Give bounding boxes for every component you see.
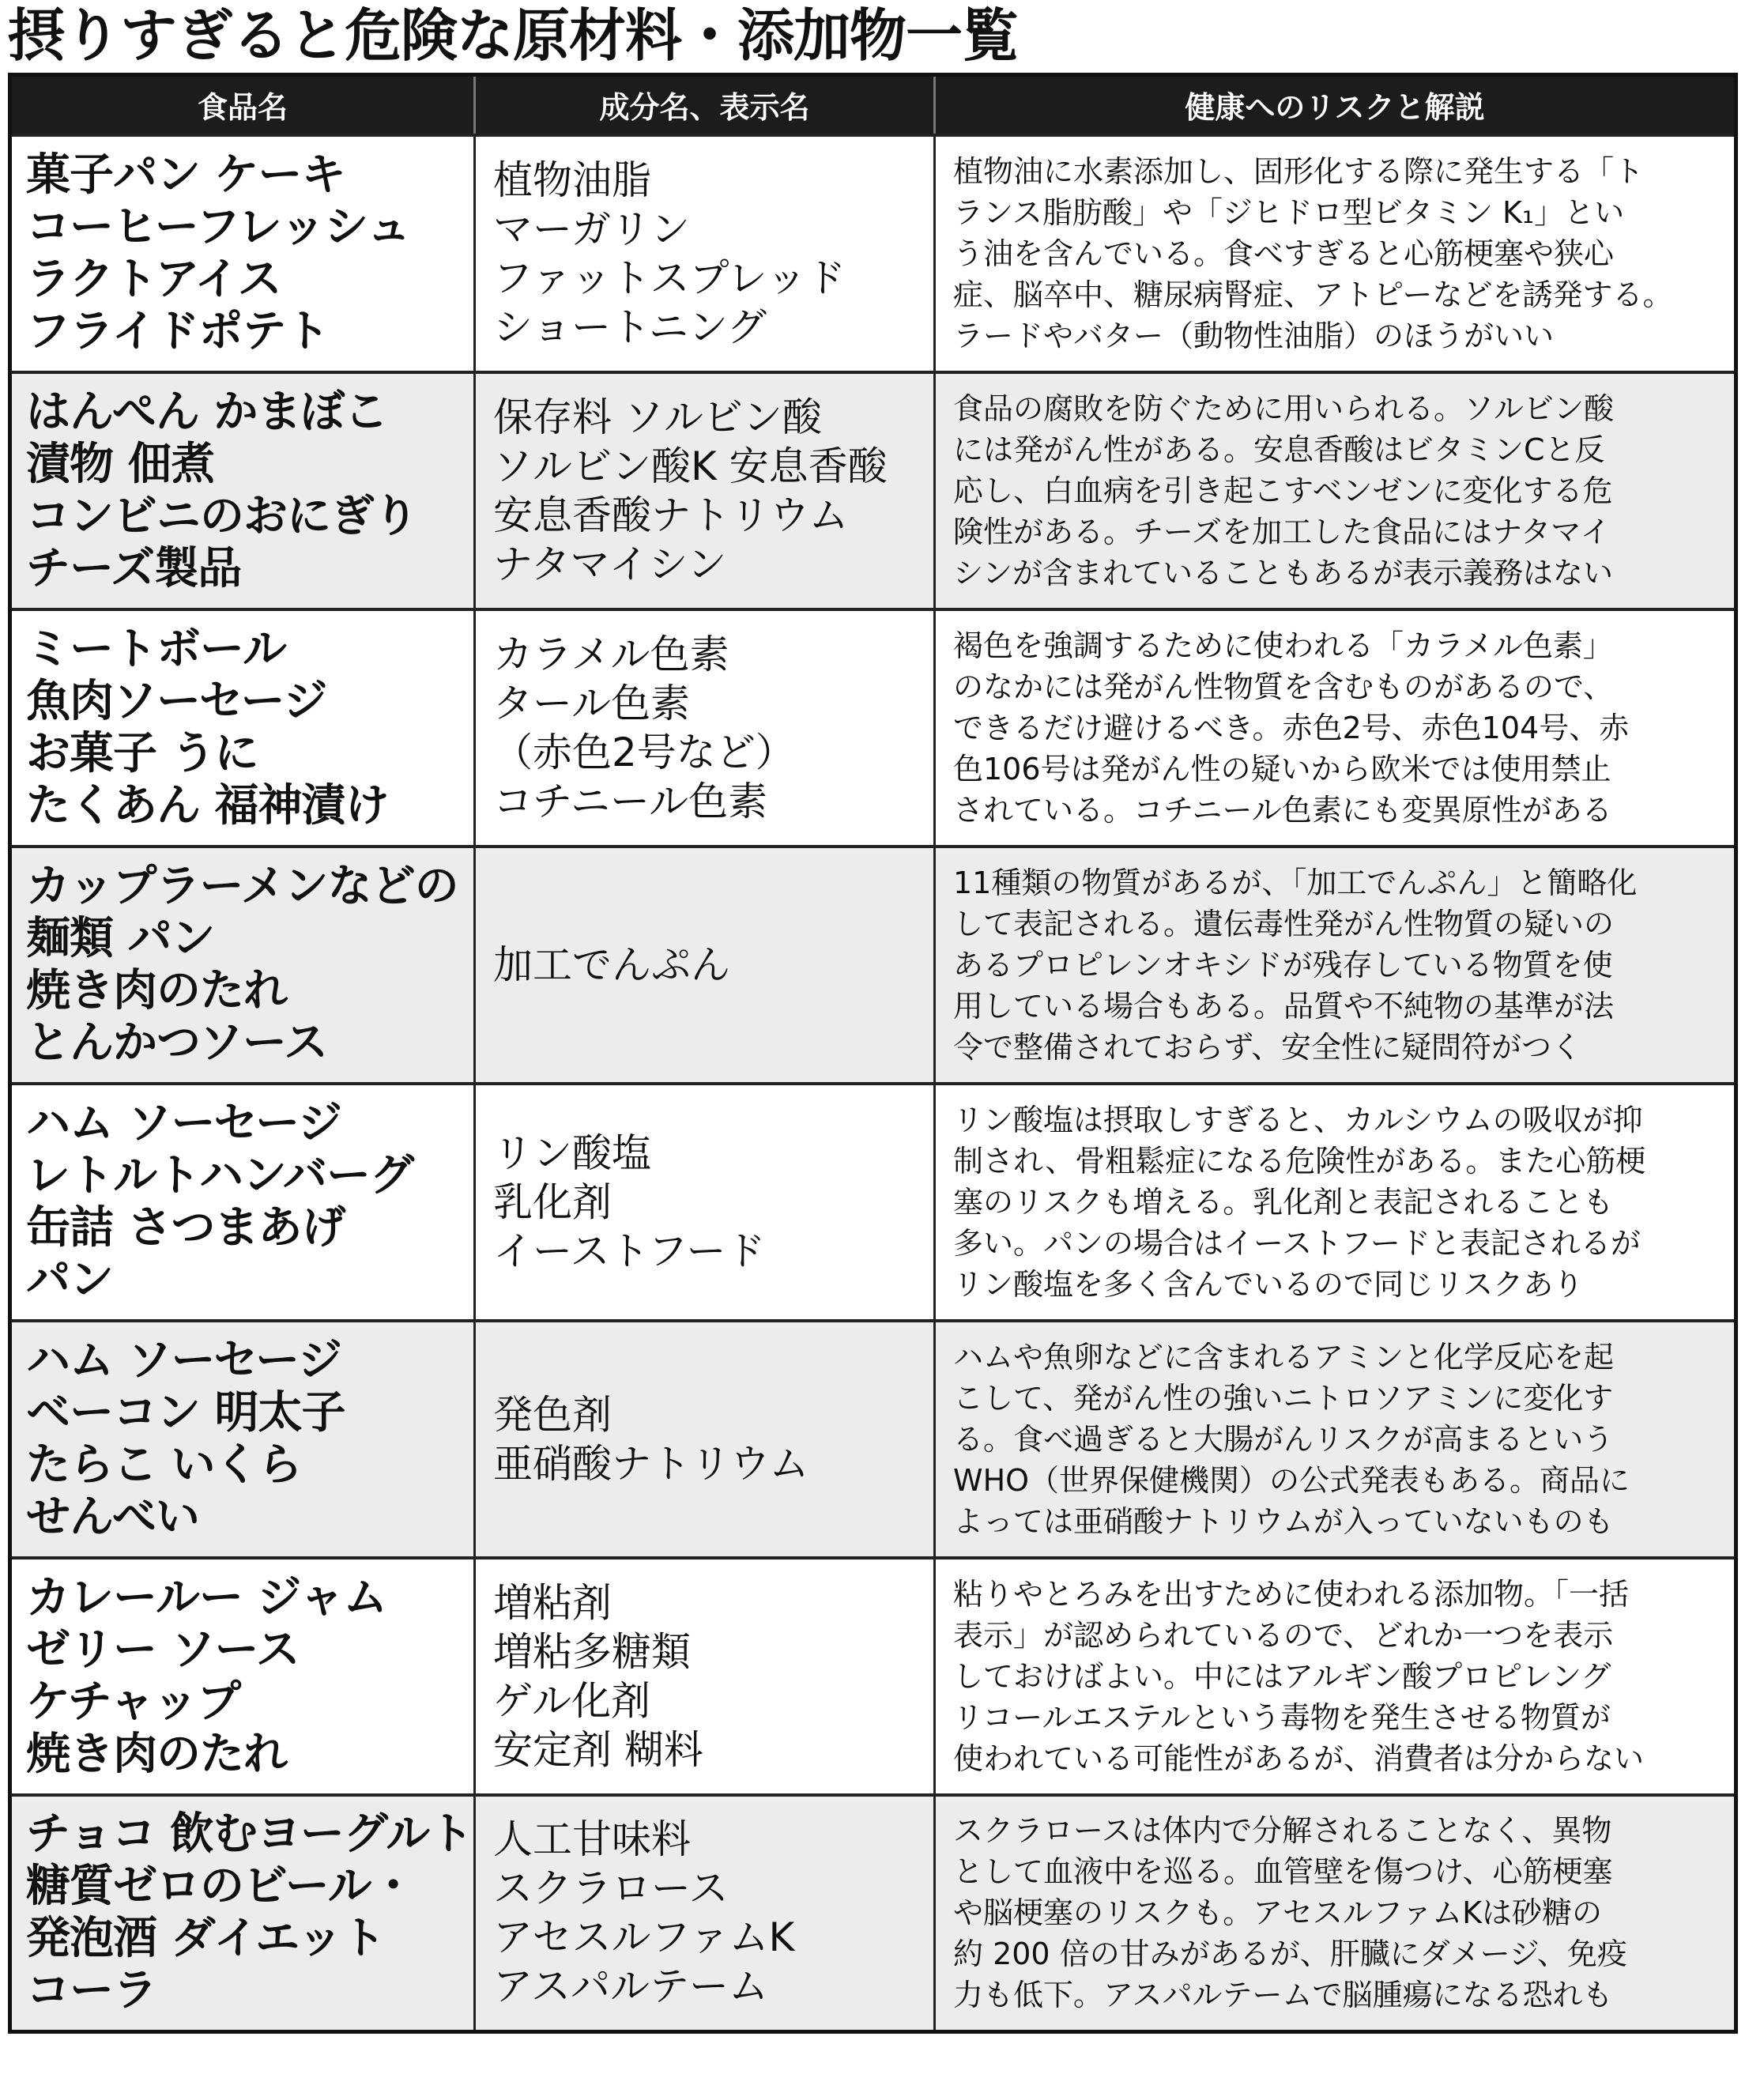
risk-description-line: のなかには発がん性物質を含むものがあるので、: [953, 669, 1614, 704]
food-name-line: チーズ製品: [26, 542, 242, 594]
ingredient-cell: [475, 1084, 935, 1321]
food-name-line: コーラ: [26, 1965, 156, 2017]
ingredient-line: スクラロース: [493, 1865, 729, 1912]
risk-description-line: 用している場合もある。品質や不純物の基準が法: [953, 988, 1615, 1024]
risk-description-line: されている。コチニール色素にも変異原性がある: [953, 792, 1612, 828]
food-name-line: カップラーメンなどの: [26, 860, 458, 912]
food-name-line: とんかつソース: [26, 1016, 328, 1069]
additives-table: [8, 73, 1738, 2034]
food-name-line: 焼き肉のたれ: [26, 1728, 287, 1780]
food-name-line: 漬物 佃煮: [26, 438, 215, 490]
food-name-line: ケチャップ: [26, 1676, 241, 1728]
food-name-cell: [10, 1558, 475, 1795]
table-row: [10, 135, 1736, 372]
header-food-name: 食品名: [197, 90, 288, 126]
ingredient-line: タール色素: [493, 680, 690, 726]
ingredient-line: 増粘多糖類: [493, 1628, 691, 1675]
table-row: [10, 847, 1736, 1084]
risk-description-cell: [935, 1558, 1736, 1795]
ingredient-line: リン酸塩: [493, 1129, 651, 1176]
ingredient-line: ナタマイシン: [493, 541, 727, 587]
food-name-line: フライドポテト: [26, 305, 330, 357]
ingredient-line: ソルビン酸K 安息香酸: [493, 443, 888, 489]
ingredient-line: アセスルファムK: [493, 1914, 795, 1961]
table-row: [10, 609, 1736, 847]
ingredient-line: マーガリン: [493, 206, 690, 252]
risk-description-cell: [935, 1795, 1736, 2032]
ingredient-line: 人工甘味料: [493, 1816, 691, 1863]
food-name-line: 菓子パン ケーキ: [26, 149, 345, 201]
food-name-cell: [10, 847, 475, 1084]
ingredient-line: 加工でんぷん: [493, 941, 730, 988]
food-name-line: ゼリー ソース: [26, 1623, 300, 1676]
risk-description-line: WHO（世界保健機関）の公式発表もある。商品に: [953, 1462, 1630, 1498]
ingredient-cell: [475, 1321, 935, 1558]
risk-description-line: 約 200 倍の甘みがあるが、肝臓にダメージ、免疫: [953, 1936, 1627, 1972]
food-name-cell: [10, 135, 475, 372]
risk-description-line: 表示」が認められているので、どれか一つを表示: [953, 1617, 1614, 1653]
food-name-line: ハム ソーセージ: [26, 1334, 342, 1386]
food-name-line: ベーコン 明太子: [26, 1386, 345, 1439]
food-name-line: ラクトアイス: [26, 253, 281, 305]
risk-description-line: 令で整備されておらず、安全性に疑問符がつく: [953, 1029, 1581, 1065]
risk-description-line: できるだけ避けるべき。赤色2号、赤色104号、赤: [953, 710, 1630, 745]
risk-description-line: リン酸塩は摂取しすぎると、カルシウムの吸収が抑: [953, 1102, 1643, 1137]
header-health-risk: 健康へのリスクと解説: [935, 75, 1736, 135]
food-name-line: ミートボール: [26, 623, 286, 675]
ingredient-line: 安息香酸ナトリウム: [493, 492, 849, 538]
risk-description-line: 11種類の物質があるが、「加工でんぷん」と簡略化: [953, 865, 1638, 900]
risk-description-line: には発がん性がある。安息香酸はビタミンCと反: [953, 432, 1605, 467]
risk-description-line: よっては亜硝酸ナトリウムが入っていないものも: [953, 1503, 1614, 1539]
food-name-cell: [10, 1321, 475, 1558]
table-header-row: [10, 75, 1736, 135]
risk-description-line: して表記される。遺伝毒性発がん性物質の疑いの: [953, 906, 1615, 941]
table-row: [10, 1795, 1736, 2032]
risk-description-line: シンが含まれていることもあるが表示義務はない: [953, 555, 1614, 590]
risk-description-line: ラードやバター（動物性油脂）のほうがいい: [953, 318, 1555, 353]
food-name-cell: [10, 1795, 475, 2032]
food-name-line: たらこ いくら: [26, 1439, 302, 1491]
risk-description-cell: [935, 847, 1736, 1084]
food-name-line: お菓子 うに: [26, 727, 258, 779]
ingredient-line: ファットスプレッド: [493, 255, 846, 301]
ingredient-line: 発色剤: [493, 1391, 612, 1438]
ingredient-line: 亜硝酸ナトリウム: [493, 1440, 809, 1487]
risk-description-line: ランス脂肪酸」や「ジヒドロ型ビタミン K₁」とい: [953, 194, 1625, 230]
table-row: [10, 372, 1736, 609]
table-row: [10, 1558, 1736, 1795]
food-name-line: せんべい: [26, 1491, 199, 1543]
ingredient-line: コチニール色素: [493, 778, 767, 824]
food-name-line: 麺類 パン: [26, 912, 215, 964]
risk-description-line: しておけばよい。中にはアルギン酸プロピレング: [953, 1658, 1611, 1694]
ingredient-line: （赤色2号など）: [493, 729, 795, 775]
risk-description-line: 症、脳卒中、糖尿病腎症、アトピーなどを誘発する。: [953, 277, 1673, 312]
risk-description-line: あるプロピレンオキシドが残存している物質を使: [953, 947, 1613, 982]
food-name-line: コンビニのおにぎり: [26, 490, 417, 542]
ingredient-line: 安定剤 糊料: [493, 1726, 703, 1773]
ingredient-line: ゲル化剤: [493, 1677, 650, 1724]
food-name-line: ハム ソーセージ: [26, 1097, 342, 1149]
risk-description-line: ハムや魚卵などに含まれるアミンと化学反応を起: [953, 1339, 1615, 1375]
food-name-line: 缶詰 さつまあげ: [26, 1201, 345, 1254]
food-name-line: 発泡酒 ダイエット: [26, 1913, 386, 1965]
risk-description-line: る。食べ過ぎると大腸がんリスクが高まるという: [953, 1421, 1614, 1457]
risk-description-line: 食品の腐敗を防ぐために用いられる。ソルビン酸: [953, 390, 1615, 426]
ingredient-cell: [475, 847, 935, 1084]
ingredient-cell: [475, 372, 935, 609]
risk-description-line: リン酸塩を多く含んでいるので同じリスクあり: [953, 1266, 1584, 1302]
risk-description-cell: [935, 135, 1736, 372]
food-name-line: はんぺん かまぼこ: [26, 386, 388, 438]
ingredient-line: 増粘剤: [493, 1579, 612, 1626]
risk-description-cell: [935, 1321, 1736, 1558]
risk-description-line: 応し、白血病を引き起こすベンゼンに変化する危: [953, 473, 1613, 508]
risk-description-line: や脳梗塞のリスクも。アセスルファムKは砂糖の: [953, 1895, 1603, 1931]
risk-description-line: スクラロースは体内で分解されることなく、異物: [953, 1813, 1612, 1849]
table-row: [10, 1321, 1736, 1558]
ingredient-cell: [475, 609, 935, 847]
risk-description-line: う油を含んでいる。食べすぎると心筋梗塞や狭心: [953, 236, 1615, 271]
food-name-cell: [10, 1084, 475, 1321]
food-name-line: カレールー ジャム: [26, 1571, 387, 1623]
food-name-line: たくあん 福神漬け: [26, 779, 389, 832]
risk-description-line: 多い。パンの場合はイーストフードと表記されるが: [953, 1225, 1641, 1261]
risk-description-line: 粘りやとろみを出すために使われる添加物。「一括: [953, 1576, 1630, 1612]
table-row: [10, 1084, 1736, 1321]
risk-description-line: 険性がある。チーズを加工した食品にはナタマイ: [953, 514, 1611, 549]
risk-description-cell: [935, 372, 1736, 609]
header-ingredient-name: 成分名、表示名: [475, 75, 935, 135]
risk-description-cell: [935, 609, 1736, 847]
risk-description-line: として血液中を巡る。血管壁を傷つけ、心筋梗塞: [953, 1854, 1613, 1890]
food-name-line: パン: [26, 1254, 113, 1306]
ingredient-cell: [475, 135, 935, 372]
risk-description-line: 褐色を強調するために使われる「カラメル色素」: [953, 628, 1613, 663]
risk-description-line: 色106号は発がん性の疑いから欧米では使用禁止: [953, 751, 1611, 786]
food-name-cell: [10, 372, 475, 609]
ingredient-line: 保存料 ソルビン酸: [493, 394, 822, 440]
ingredient-line: カラメル色素: [493, 631, 729, 677]
ingredient-line: 植物油脂: [493, 157, 651, 203]
food-name-cell: [10, 609, 475, 847]
ingredient-line: イーストフード: [493, 1228, 766, 1274]
ingredient-line: アスパルテーム: [493, 1963, 768, 2010]
risk-description-line: 使われている可能性があるが、消費者は分からない: [953, 1740, 1645, 1776]
risk-description-line: こして、発がん性の強いニトロソアミンに変化す: [953, 1380, 1614, 1416]
risk-description-line: リコールエステルという毒物を発生させる物質が: [953, 1699, 1611, 1735]
food-name-line: レトルトハンバーグ: [26, 1149, 413, 1201]
risk-description-cell: [935, 1084, 1736, 1321]
food-name-line: 糖質ゼロのビール・: [26, 1861, 415, 1913]
food-name-line: チョコ 飲むヨーグルト: [26, 1808, 473, 1861]
page-title: 摂りすぎると危険な原材料・添加物一覧: [8, 2, 1019, 69]
table-body: [10, 135, 1736, 2032]
ingredient-line: 乳化剤: [493, 1178, 612, 1225]
risk-description-line: 制され、骨粗鬆症になる危険性がある。また心筋梗: [953, 1143, 1646, 1178]
ingredient-cell: [475, 1795, 935, 2032]
food-name-line: 魚肉ソーセージ: [26, 675, 327, 727]
food-name-line: 焼き肉のたれ: [26, 964, 287, 1016]
risk-description-line: 力も低下。アスパルテームで脳腫瘍になる恐れも: [953, 1978, 1613, 2013]
ingredient-line: ショートニング: [493, 304, 767, 350]
ingredient-cell: [475, 1558, 935, 1795]
risk-description-line: 植物油に水素添加し、固形化する際に発生する「ト: [953, 153, 1645, 189]
risk-description-line: 塞のリスクも増える。乳化剤と表記されることも: [953, 1184, 1614, 1220]
food-name-line: コーヒーフレッシュ: [26, 201, 411, 253]
